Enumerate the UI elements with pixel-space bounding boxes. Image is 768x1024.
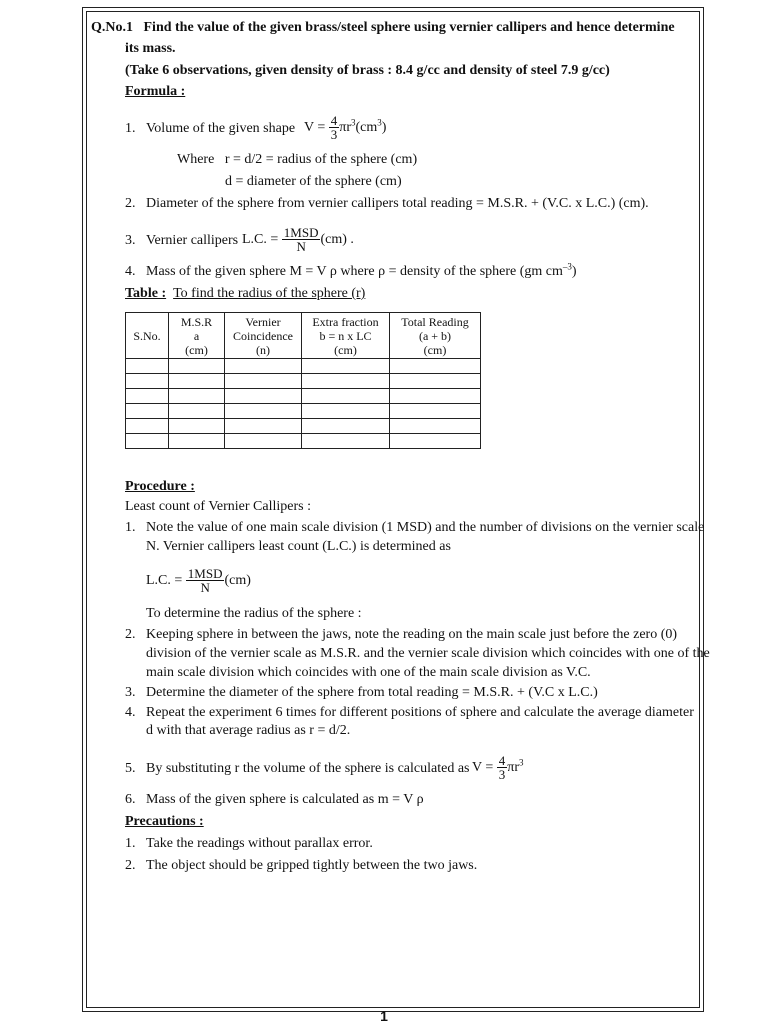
procedure-step-1-line-2: N. Vernier callipers least count (L.C.) is determined as xyxy=(146,539,451,554)
radius-note: To determine the radius of the sphere : xyxy=(146,606,362,621)
procedure-step-6: 6. Mass of the given sphere is calculated as m = V ρ xyxy=(125,792,424,807)
header-total-reading: Total Reading (a + b) (cm) xyxy=(390,313,481,359)
procedure-step-4-line-1: 4. Repeat the experiment 6 times for different positions of sphere and calculate the average diameter xyxy=(125,705,694,720)
lc-formula: L.C. = $\frac{\text{1MSD}}{N}$ (cm) . xyxy=(242,225,354,255)
table-row xyxy=(126,419,481,434)
formula-item-3: 3. Vernier callipers xyxy=(125,233,239,248)
question-line-1: Q.No.1 Find the value of the given brass/steel sphere using vernier callipers and hence determine xyxy=(91,20,675,35)
procedure-intro: Least count of Vernier Callipers : xyxy=(125,499,311,514)
table-row xyxy=(126,359,481,374)
procedure-step-4-line-2: d with that average radius as r = d/2. xyxy=(146,723,351,738)
volume-formula: V = $\frac{4}{3}$ $\pi r^3(cm^3)$ xyxy=(304,113,387,143)
header-extra-fraction: Extra fraction b = n x LC (cm) xyxy=(302,313,390,359)
observation-table xyxy=(125,312,481,449)
procedure-heading: Procedure : xyxy=(125,479,195,494)
procedure-step-1-line-1: 1. Note the value of one main scale division (1 MSD) and the number of divisions on the vernier scale xyxy=(125,520,705,535)
question-note: (Take 6 observations, given density of brass : 8.4 g/cc and density of steel 7.9 g/cc) xyxy=(125,63,610,78)
formula-item-2: 2. Diameter of the sphere from vernier callipers total reading = M.S.R. + (V.C. x L.C.) (cm). xyxy=(125,196,649,211)
formula-item-1: 1. Volume of the given shape xyxy=(125,121,296,136)
table-title: Table : To find the radius of the sphere (r) xyxy=(125,286,366,301)
header-sno: S.No. xyxy=(126,313,169,359)
precaution-item-1: 1. Take the readings without parallax error. xyxy=(125,836,373,851)
where-line-2: d = diameter of the sphere (cm) xyxy=(225,174,402,189)
procedure-lc-formula: L.C. = $\frac{\text{1MSD}}{N}$ (cm) xyxy=(146,566,251,596)
page-number: 1 xyxy=(380,1008,388,1024)
formula-item-4: 4. Mass of the given sphere M = V ρ where ρ = density of the sphere (gm $cm^{-3}$) xyxy=(125,261,577,279)
table-row xyxy=(126,374,481,389)
table-row xyxy=(126,389,481,404)
procedure-step-5: 5. By substituting r the volume of the sphere is calculated as xyxy=(125,761,470,776)
question-line-2: its mass. xyxy=(125,41,176,56)
procedure-step-2-line-1: 2. Keeping sphere in between the jaws, note the reading on the main scale just before the zero (0) xyxy=(125,627,678,642)
table-row xyxy=(126,404,481,419)
procedure-step-2-line-2: division of the vernier scale as M.S.R. and the vernier scale division which coincides with one of the xyxy=(146,646,710,661)
header-msr: M.S.R a (cm) xyxy=(169,313,225,359)
formula-heading: Formula : xyxy=(125,84,186,99)
table-header-row xyxy=(126,313,481,359)
precaution-item-2: 2. The object should be gripped tightly between the two jaws. xyxy=(125,858,478,873)
header-vernier-coincidence: Vernier Coincidence (n) xyxy=(225,313,302,359)
precautions-heading: Precautions : xyxy=(125,814,204,829)
where-line-1: Where r = d/2 = radius of the sphere (cm) xyxy=(177,152,418,167)
table-row xyxy=(126,434,481,449)
procedure-volume-formula: V = $\frac{4}{3}$ $\pi r^3$ xyxy=(472,753,524,783)
procedure-step-2-line-3: main scale division which coincides with one of the main scale division as V.C. xyxy=(146,665,591,680)
procedure-step-3: 3. Determine the diameter of the sphere from total reading = M.S.R. + (V.C x L.C.) xyxy=(125,685,598,700)
